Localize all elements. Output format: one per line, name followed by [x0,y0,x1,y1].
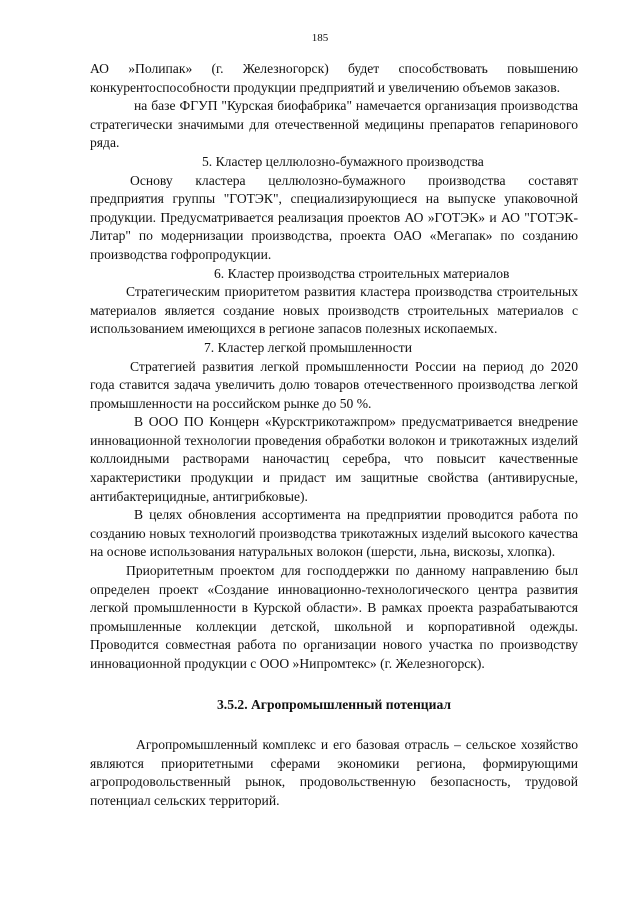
document-body [90,60,578,811]
paragraph-assortment: В целях обновления ассортимента на предприятии проводится работа по созданию новых технологий производства трикотажных изделий высокого качества на основе использования натуральных волокон (шерсти, льна, вискозы, хлопка). [90,507,578,560]
section-heading: 3.5.2. Агропромышленный потенциал [217,696,451,712]
subheading-cluster-7: 7. Кластер легкой промышленности [204,339,413,355]
paragraph-gotek: Основу кластера целлюлозно-бумажного производства составят предприятия группы "ГОТЭК", специализирующиеся на выпуске упаковочной продукции. Предусматривается реализация проектов АО »ГОТЭК» и АО "ГОТЭК-Литар" по модернизации производства, проекта ОАО «Мегапак» по созданию производства гофропродукции. [90,172,578,262]
subheading-cluster-5: 5. Кластер целлюлозно-бумажного производства [202,153,484,169]
paragraph-kursktrikotazhprom: В ООО ПО Концерн «Курсктрикотажпром» предусматривается внедрение инновационной технологии проведения обработки волокон и трикотажных изделий коллоидными растворами наночастиц серебра, что повысит качественные характеристики продукции и придаст им защитные свойства (антивирусные, антибактерицидные, антигрибковые). [90,414,578,504]
page-number: 185 [311,32,329,44]
paragraph-agro-complex: Агропромышленный комплекс и его базовая отрасль – сельское хозяйство являются приоритетными сферами экономики региона, формирующими агропродовольственный рынок, продовольственную безопасность, трудовой потенциал сельских территорий. [90,737,578,808]
paragraph-light-industry-strategy: Стратегией развития легкой промышленности России на период до 2020 года ставится задача увеличить долю товаров отечественного производства легкой промышленности на российском рынке до 50 %. [90,358,578,411]
paragraph-biofabrika: на базе ФГУП "Курская биофабрика" намечается организация производства стратегически значимыми для отечественной медицины препаратов гепаринового ряда. [90,98,578,151]
subheading-cluster-6: 6. Кластер производства строительных материалов [214,265,510,281]
paragraph-priority-project: Приоритетным проектом для господдержки по данному направлению был определен проект «Создание инновационно-технологического центра развития легкой промышленности в Курской области». В рамках проекта разрабатываются промышленные коллекции детской, школьной и корпоративной одежды. Проводится совместная работа по организации нового участка по производству инновационной продукции с ООО »Нипромтекс» (г. Железногорск). [90,563,578,671]
paragraph-building-materials: Стратегическим приоритетом развития кластера производства строительных материалов является создание новых производств строительных материалов с использованием имеющихся в регионе запасов полезных ископаемых. [90,284,578,337]
paragraph-polipak: АО »Полипак» (г. Железногорск) будет способствовать повышению конкурентоспособности продукции предприятий и увеличению объемов заказов. [90,61,578,95]
